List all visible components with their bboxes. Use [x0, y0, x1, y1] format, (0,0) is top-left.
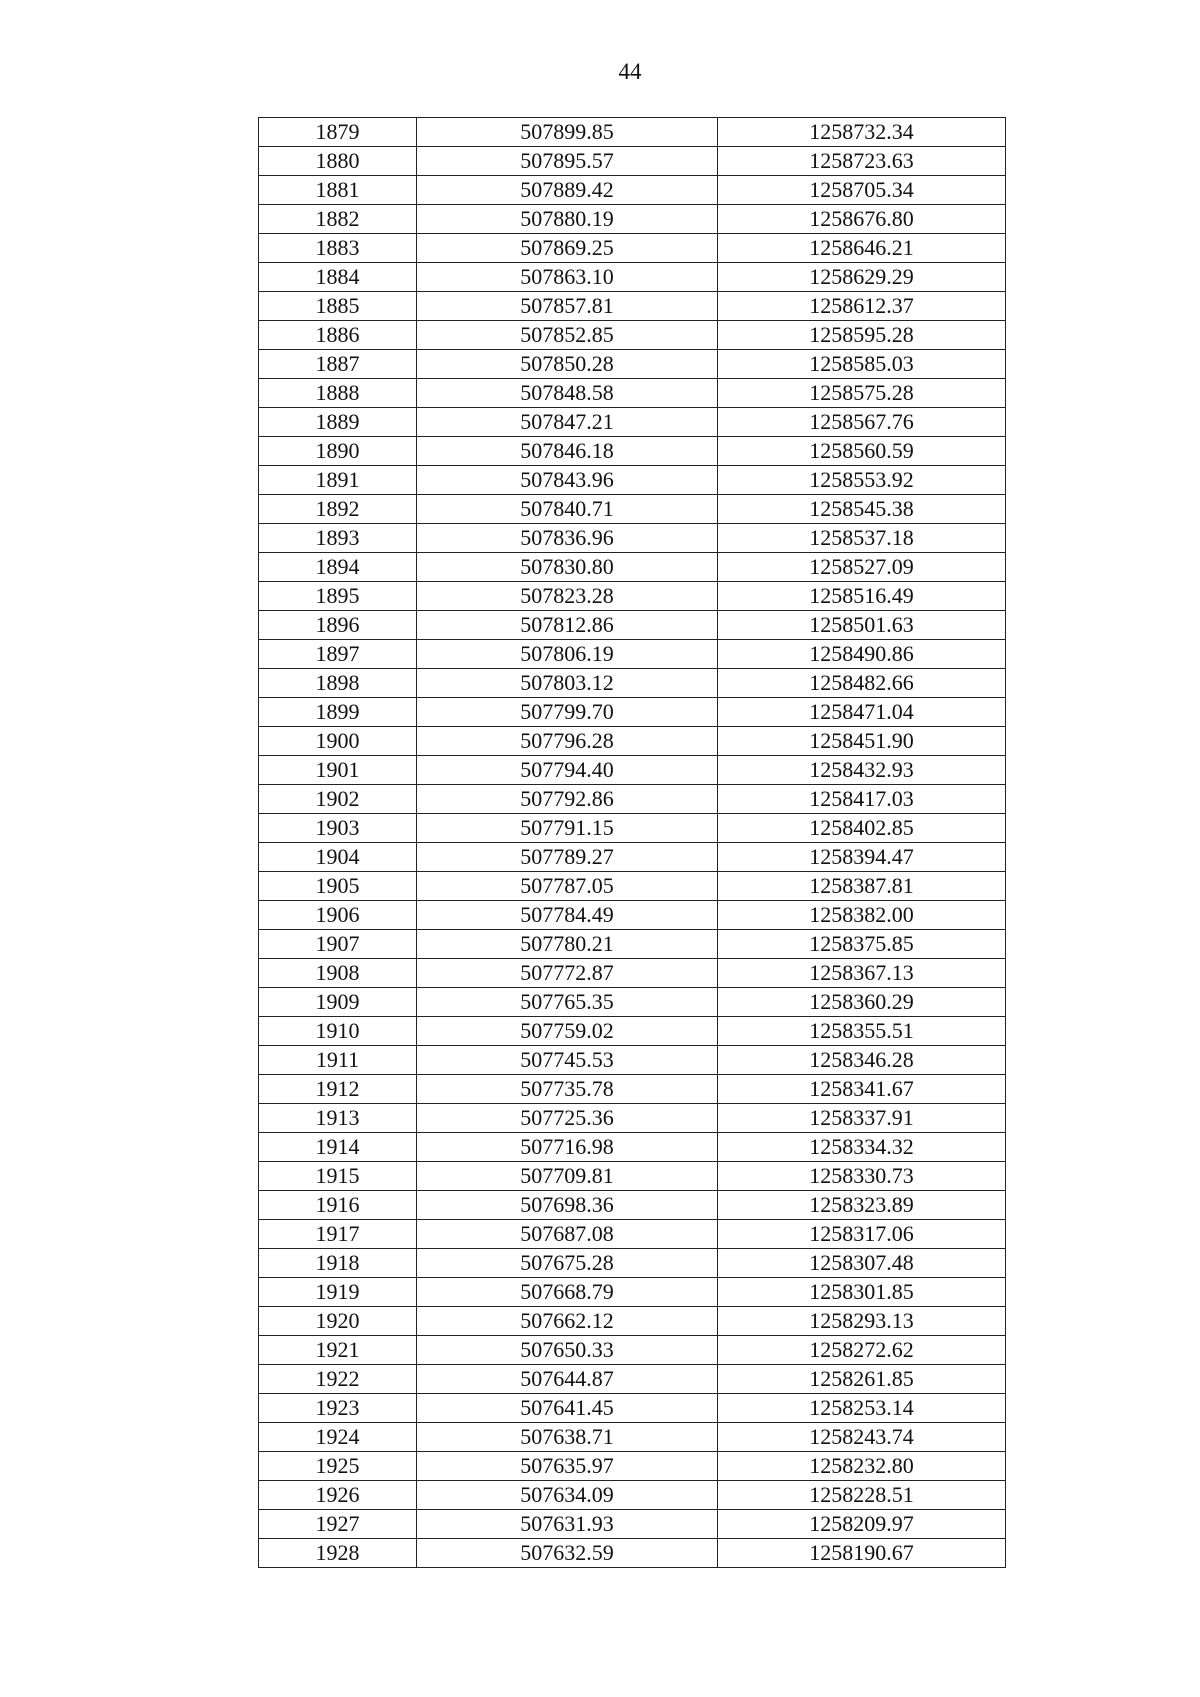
y-coordinate-cell: 1258516.49: [718, 582, 1006, 611]
table-row: [259, 1510, 1006, 1539]
y-coordinate-cell: 1258732.34: [718, 118, 1006, 147]
x-coordinate-cell: 507880.19: [417, 205, 718, 234]
table-row: [259, 872, 1006, 901]
x-coordinate-cell: 507791.15: [417, 814, 718, 843]
table-row: [259, 1365, 1006, 1394]
point-number-cell: 1907: [259, 930, 417, 959]
y-coordinate-cell: 1258301.85: [718, 1278, 1006, 1307]
x-coordinate-cell: 507631.93: [417, 1510, 718, 1539]
x-coordinate-cell: 507638.71: [417, 1423, 718, 1452]
point-number-cell: 1922: [259, 1365, 417, 1394]
y-coordinate-cell: 1258402.85: [718, 814, 1006, 843]
x-coordinate-cell: 507789.27: [417, 843, 718, 872]
x-coordinate-cell: 507780.21: [417, 930, 718, 959]
table-row: [259, 582, 1006, 611]
table-row: [259, 988, 1006, 1017]
x-coordinate-cell: 507812.86: [417, 611, 718, 640]
x-coordinate-cell: 507848.58: [417, 379, 718, 408]
x-coordinate-cell: 507662.12: [417, 1307, 718, 1336]
y-coordinate-cell: 1258482.66: [718, 669, 1006, 698]
point-number-cell: 1920: [259, 1307, 417, 1336]
table-row: [259, 1423, 1006, 1452]
x-coordinate-cell: 507735.78: [417, 1075, 718, 1104]
y-coordinate-cell: 1258501.63: [718, 611, 1006, 640]
y-coordinate-cell: 1258553.92: [718, 466, 1006, 495]
point-number-cell: 1906: [259, 901, 417, 930]
x-coordinate-cell: 507869.25: [417, 234, 718, 263]
y-coordinate-cell: 1258537.18: [718, 524, 1006, 553]
x-coordinate-cell: 507641.45: [417, 1394, 718, 1423]
table-row: [259, 959, 1006, 988]
point-number-cell: 1917: [259, 1220, 417, 1249]
x-coordinate-cell: 507650.33: [417, 1336, 718, 1365]
x-coordinate-cell: 507765.35: [417, 988, 718, 1017]
table-row: [259, 176, 1006, 205]
x-coordinate-cell: 507794.40: [417, 756, 718, 785]
point-number-cell: 1904: [259, 843, 417, 872]
y-coordinate-cell: 1258346.28: [718, 1046, 1006, 1075]
point-number-cell: 1890: [259, 437, 417, 466]
x-coordinate-cell: 507634.09: [417, 1481, 718, 1510]
x-coordinate-cell: 507836.96: [417, 524, 718, 553]
point-number-cell: 1915: [259, 1162, 417, 1191]
table-row: [259, 756, 1006, 785]
point-number-cell: 1894: [259, 553, 417, 582]
table-row: [259, 553, 1006, 582]
x-coordinate-cell: 507725.36: [417, 1104, 718, 1133]
point-number-cell: 1902: [259, 785, 417, 814]
x-coordinate-cell: 507716.98: [417, 1133, 718, 1162]
y-coordinate-cell: 1258612.37: [718, 292, 1006, 321]
table-row: [259, 669, 1006, 698]
x-coordinate-cell: 507846.18: [417, 437, 718, 466]
y-coordinate-cell: 1258360.29: [718, 988, 1006, 1017]
table-row: [259, 814, 1006, 843]
table-row: [259, 234, 1006, 263]
point-number-cell: 1889: [259, 408, 417, 437]
point-number-cell: 1901: [259, 756, 417, 785]
y-coordinate-cell: 1258341.67: [718, 1075, 1006, 1104]
point-number-cell: 1903: [259, 814, 417, 843]
point-number-cell: 1924: [259, 1423, 417, 1452]
table-row: [259, 1017, 1006, 1046]
table-row: [259, 1394, 1006, 1423]
x-coordinate-cell: 507863.10: [417, 263, 718, 292]
x-coordinate-cell: 507803.12: [417, 669, 718, 698]
x-coordinate-cell: 507852.85: [417, 321, 718, 350]
y-coordinate-cell: 1258646.21: [718, 234, 1006, 263]
x-coordinate-cell: 507895.57: [417, 147, 718, 176]
point-number-cell: 1928: [259, 1539, 417, 1568]
table-row: [259, 147, 1006, 176]
point-number-cell: 1881: [259, 176, 417, 205]
point-number-cell: 1910: [259, 1017, 417, 1046]
x-coordinate-cell: 507799.70: [417, 698, 718, 727]
point-number-cell: 1884: [259, 263, 417, 292]
table-row: [259, 1249, 1006, 1278]
y-coordinate-cell: 1258595.28: [718, 321, 1006, 350]
point-number-cell: 1885: [259, 292, 417, 321]
y-coordinate-cell: 1258560.59: [718, 437, 1006, 466]
x-coordinate-cell: 507759.02: [417, 1017, 718, 1046]
x-coordinate-cell: 507850.28: [417, 350, 718, 379]
y-coordinate-cell: 1258387.81: [718, 872, 1006, 901]
x-coordinate-cell: 507823.28: [417, 582, 718, 611]
table-row: [259, 1133, 1006, 1162]
y-coordinate-cell: 1258190.67: [718, 1539, 1006, 1568]
y-coordinate-cell: 1258723.63: [718, 147, 1006, 176]
x-coordinate-cell: 507787.05: [417, 872, 718, 901]
x-coordinate-cell: 507644.87: [417, 1365, 718, 1394]
y-coordinate-cell: 1258337.91: [718, 1104, 1006, 1133]
table-row: [259, 263, 1006, 292]
point-number-cell: 1921: [259, 1336, 417, 1365]
table-row: [259, 466, 1006, 495]
x-coordinate-cell: 507806.19: [417, 640, 718, 669]
y-coordinate-cell: 1258253.14: [718, 1394, 1006, 1423]
point-number-cell: 1925: [259, 1452, 417, 1481]
point-number-cell: 1883: [259, 234, 417, 263]
table-row: [259, 350, 1006, 379]
y-coordinate-cell: 1258585.03: [718, 350, 1006, 379]
point-number-cell: 1911: [259, 1046, 417, 1075]
point-number-cell: 1882: [259, 205, 417, 234]
table-row: [259, 437, 1006, 466]
table-row: [259, 1220, 1006, 1249]
y-coordinate-cell: 1258394.47: [718, 843, 1006, 872]
x-coordinate-cell: 507830.80: [417, 553, 718, 582]
point-number-cell: 1912: [259, 1075, 417, 1104]
table-row: [259, 118, 1006, 147]
y-coordinate-cell: 1258243.74: [718, 1423, 1006, 1452]
x-coordinate-cell: 507687.08: [417, 1220, 718, 1249]
y-coordinate-cell: 1258232.80: [718, 1452, 1006, 1481]
y-coordinate-cell: 1258209.97: [718, 1510, 1006, 1539]
point-number-cell: 1892: [259, 495, 417, 524]
y-coordinate-cell: 1258417.03: [718, 785, 1006, 814]
table-row: [259, 727, 1006, 756]
y-coordinate-cell: 1258575.28: [718, 379, 1006, 408]
point-number-cell: 1893: [259, 524, 417, 553]
point-number-cell: 1923: [259, 1394, 417, 1423]
y-coordinate-cell: 1258451.90: [718, 727, 1006, 756]
x-coordinate-cell: 507889.42: [417, 176, 718, 205]
y-coordinate-cell: 1258330.73: [718, 1162, 1006, 1191]
x-coordinate-cell: 507772.87: [417, 959, 718, 988]
x-coordinate-cell: 507847.21: [417, 408, 718, 437]
y-coordinate-cell: 1258355.51: [718, 1017, 1006, 1046]
x-coordinate-cell: 507698.36: [417, 1191, 718, 1220]
table-row: [259, 1162, 1006, 1191]
point-number-cell: 1927: [259, 1510, 417, 1539]
point-number-cell: 1896: [259, 611, 417, 640]
table-row: [259, 292, 1006, 321]
table-row: [259, 1539, 1006, 1568]
y-coordinate-cell: 1258261.85: [718, 1365, 1006, 1394]
y-coordinate-cell: 1258375.85: [718, 930, 1006, 959]
point-number-cell: 1897: [259, 640, 417, 669]
y-coordinate-cell: 1258272.62: [718, 1336, 1006, 1365]
table-row: [259, 408, 1006, 437]
y-coordinate-cell: 1258490.86: [718, 640, 1006, 669]
x-coordinate-cell: 507792.86: [417, 785, 718, 814]
point-number-cell: 1916: [259, 1191, 417, 1220]
point-number-cell: 1887: [259, 350, 417, 379]
y-coordinate-cell: 1258432.93: [718, 756, 1006, 785]
x-coordinate-cell: 507632.59: [417, 1539, 718, 1568]
x-coordinate-cell: 507784.49: [417, 901, 718, 930]
table-row: [259, 379, 1006, 408]
y-coordinate-cell: 1258367.13: [718, 959, 1006, 988]
point-number-cell: 1908: [259, 959, 417, 988]
y-coordinate-cell: 1258705.34: [718, 176, 1006, 205]
table-row: [259, 495, 1006, 524]
y-coordinate-cell: 1258307.48: [718, 1249, 1006, 1278]
x-coordinate-cell: 507745.53: [417, 1046, 718, 1075]
page-number: 44: [618, 59, 642, 84]
y-coordinate-cell: 1258334.32: [718, 1133, 1006, 1162]
x-coordinate-cell: 507843.96: [417, 466, 718, 495]
point-number-cell: 1914: [259, 1133, 417, 1162]
point-number-cell: 1891: [259, 466, 417, 495]
x-coordinate-cell: 507899.85: [417, 118, 718, 147]
table-row: [259, 1481, 1006, 1510]
table-row: [259, 698, 1006, 727]
y-coordinate-cell: 1258382.00: [718, 901, 1006, 930]
x-coordinate-cell: 507857.81: [417, 292, 718, 321]
y-coordinate-cell: 1258567.76: [718, 408, 1006, 437]
table-row: [259, 1278, 1006, 1307]
x-coordinate-cell: 507635.97: [417, 1452, 718, 1481]
table-row: [259, 1075, 1006, 1104]
point-number-cell: 1919: [259, 1278, 417, 1307]
y-coordinate-cell: 1258676.80: [718, 205, 1006, 234]
table-row: [259, 640, 1006, 669]
point-number-cell: 1909: [259, 988, 417, 1017]
point-number-cell: 1918: [259, 1249, 417, 1278]
y-coordinate-cell: 1258228.51: [718, 1481, 1006, 1510]
coordinates-table: [258, 117, 1006, 1568]
y-coordinate-cell: 1258527.09: [718, 553, 1006, 582]
point-number-cell: 1895: [259, 582, 417, 611]
x-coordinate-cell: 507675.28: [417, 1249, 718, 1278]
point-number-cell: 1886: [259, 321, 417, 350]
y-coordinate-cell: 1258317.06: [718, 1220, 1006, 1249]
x-coordinate-cell: 507840.71: [417, 495, 718, 524]
y-coordinate-cell: 1258293.13: [718, 1307, 1006, 1336]
x-coordinate-cell: 507796.28: [417, 727, 718, 756]
table-row: [259, 524, 1006, 553]
table-row: [259, 1191, 1006, 1220]
table-row: [259, 930, 1006, 959]
table-row: [259, 843, 1006, 872]
point-number-cell: 1905: [259, 872, 417, 901]
table-row: [259, 1336, 1006, 1365]
table-row: [259, 205, 1006, 234]
y-coordinate-cell: 1258471.04: [718, 698, 1006, 727]
y-coordinate-cell: 1258323.89: [718, 1191, 1006, 1220]
point-number-cell: 1880: [259, 147, 417, 176]
point-number-cell: 1898: [259, 669, 417, 698]
x-coordinate-cell: 507709.81: [417, 1162, 718, 1191]
table-row: [259, 1452, 1006, 1481]
table-row: [259, 611, 1006, 640]
y-coordinate-cell: 1258629.29: [718, 263, 1006, 292]
table-row: [259, 785, 1006, 814]
x-coordinate-cell: 507668.79: [417, 1278, 718, 1307]
y-coordinate-cell: 1258545.38: [718, 495, 1006, 524]
point-number-cell: 1926: [259, 1481, 417, 1510]
point-number-cell: 1899: [259, 698, 417, 727]
coordinates-table-body: [259, 118, 1006, 1568]
point-number-cell: 1913: [259, 1104, 417, 1133]
table-row: [259, 321, 1006, 350]
table-row: [259, 1046, 1006, 1075]
table-row: [259, 1307, 1006, 1336]
point-number-cell: 1879: [259, 118, 417, 147]
point-number-cell: 1900: [259, 727, 417, 756]
table-row: [259, 1104, 1006, 1133]
point-number-cell: 1888: [259, 379, 417, 408]
table-row: [259, 901, 1006, 930]
